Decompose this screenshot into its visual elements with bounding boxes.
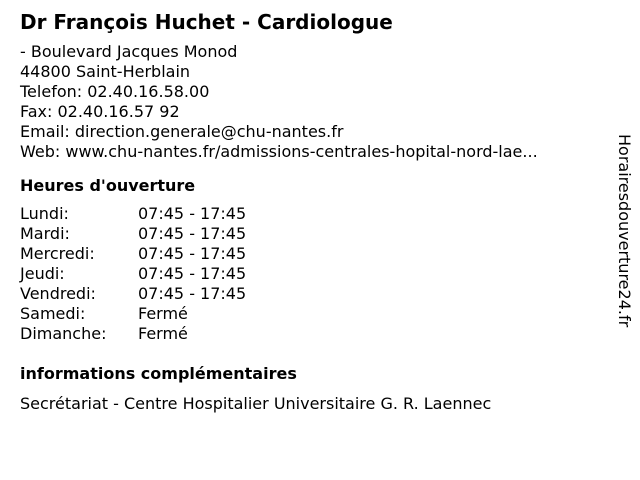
hours-day: Dimanche: xyxy=(20,324,107,343)
page-title: Dr François Huchet - Cardiologue xyxy=(20,10,393,34)
site-watermark: Horairesdouverture24.fr xyxy=(615,134,634,328)
email-link[interactable]: direction.generale@chu-nantes.fr xyxy=(74,122,344,141)
hours-list xyxy=(20,204,610,344)
hours-time: 07:45 - 17:45 xyxy=(138,244,247,263)
hours-time: 07:45 - 17:45 xyxy=(138,224,247,243)
listing-content xyxy=(20,10,610,414)
email-line xyxy=(20,122,610,142)
address-line: - Boulevard Jacques Monod xyxy=(20,42,238,61)
phone-line: Telefon: 02.40.16.58.00 xyxy=(20,82,210,101)
hours-heading: Heures d'ouverture xyxy=(20,176,196,195)
hours-time: 07:45 - 17:45 xyxy=(138,264,247,283)
hours-time: 07:45 - 17:45 xyxy=(138,284,247,303)
hours-time: Fermé xyxy=(138,324,188,343)
hours-day: Vendredi: xyxy=(20,284,96,303)
hours-row-sunday xyxy=(20,324,610,344)
extra-info-text: Secrétariat - Centre Hospitalier Universitaire G. R. Laennec xyxy=(20,394,492,413)
web-label: Web: xyxy=(20,142,61,161)
fax-line: Fax: 02.40.16.57 92 xyxy=(20,102,180,121)
email-label: Email: xyxy=(20,122,70,141)
hours-day: Jeudi: xyxy=(20,264,65,283)
hours-row-wednesday xyxy=(20,244,610,264)
hours-day: Samedi: xyxy=(20,304,86,323)
hours-time: Fermé xyxy=(138,304,188,323)
hours-day: Lundi: xyxy=(20,204,69,223)
hours-row-tuesday xyxy=(20,224,610,244)
extra-info-heading: informations complémentaires xyxy=(20,364,297,383)
hours-row-thursday xyxy=(20,264,610,284)
hours-day: Mardi: xyxy=(20,224,70,243)
web-line xyxy=(20,142,610,162)
city-line: 44800 Saint-Herblain xyxy=(20,62,191,81)
hours-row-saturday xyxy=(20,304,610,324)
hours-row-monday xyxy=(20,204,610,224)
hours-time: 07:45 - 17:45 xyxy=(138,204,247,223)
web-link[interactable]: www.chu-nantes.fr/admissions-centrales-hopital-nord-lae... xyxy=(65,142,538,161)
hours-day: Mercredi: xyxy=(20,244,95,263)
hours-row-friday xyxy=(20,284,610,304)
